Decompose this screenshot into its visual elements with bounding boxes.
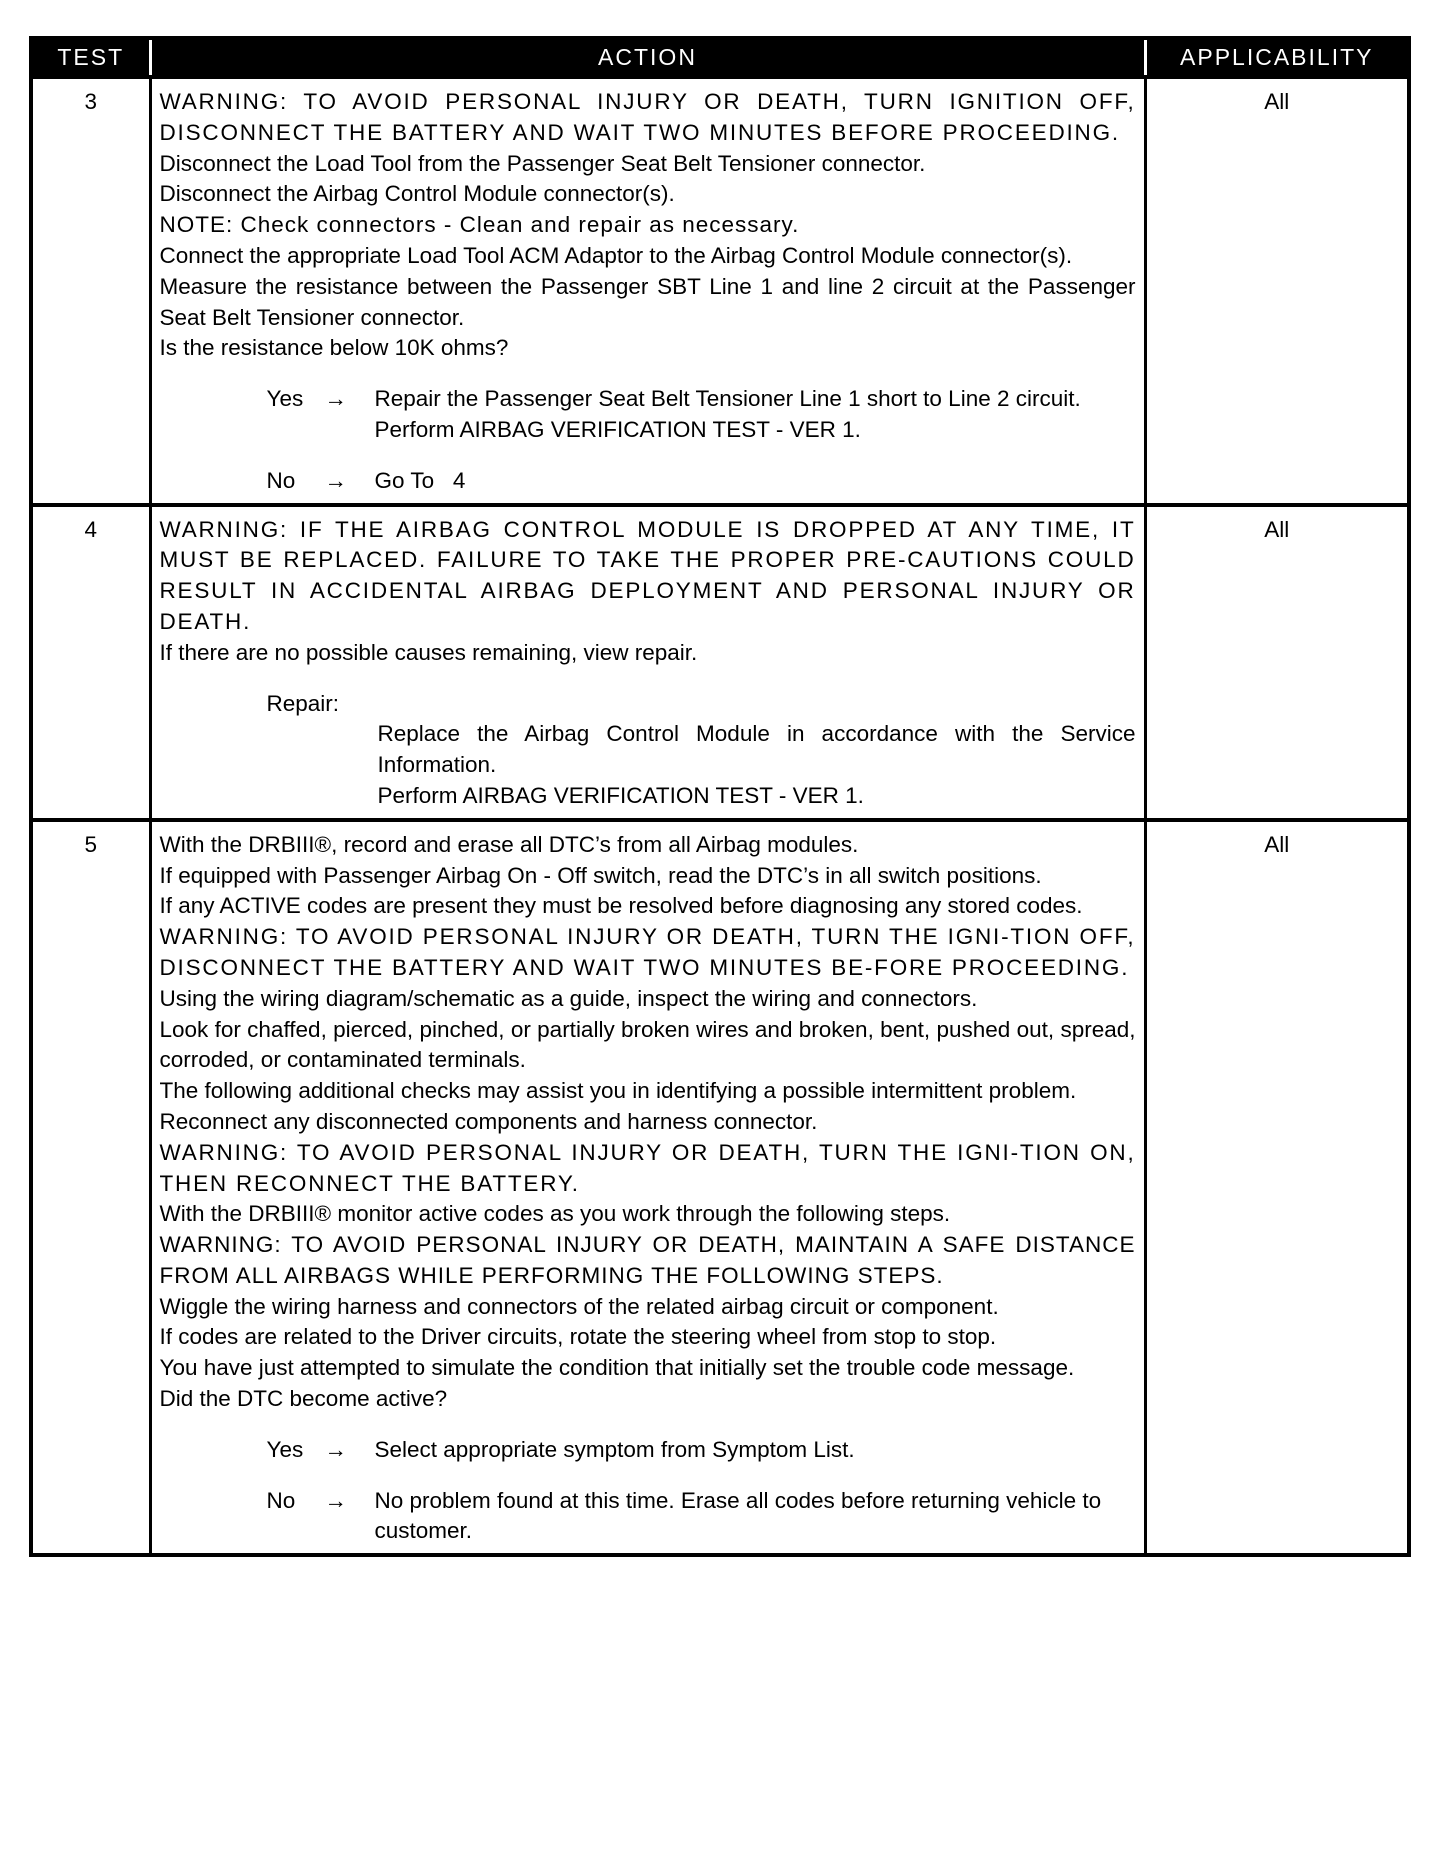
- table-row: [31, 820, 1409, 1556]
- action-line: Disconnect the Airbag Control Module connector(s).: [159, 181, 675, 207]
- note-text: NOTE: Check connectors - Clean and repair as necessary.: [159, 212, 800, 238]
- branch-no: [267, 1486, 1136, 1548]
- action-line: Look for chaffed, pierced, pinched, or partially broken wires and broken, bent, pushed out, spread, corroded, or contaminated terminals.: [159, 1016, 1136, 1073]
- header-applicability: APPLICABILITY: [1145, 38, 1409, 77]
- applicability-value: All: [1145, 77, 1409, 505]
- action-line: Measure the resistance between the Passenger SBT Line 1 and line 2 circuit at the Passenger Seat Belt Tensioner connector.: [159, 273, 1136, 330]
- branch-line: Go To 4: [374, 467, 466, 493]
- test-number: 4: [31, 505, 150, 820]
- warning-text: WARNING: IF THE AIRBAG CONTROL MODULE IS DROPPED AT ANY TIME, IT MUST BE REPLACED. FAILURE TO TAKE THE PROPER PRE-CAUTIONS COULD RESULT IN ACCIDENTAL AIRBAG DEPLOYMENT AND PERSONAL INJURY OR DEATH.: [159, 516, 1136, 634]
- action-line: The following additional checks may assist you in identifying a possible intermittent problem.: [159, 1078, 1077, 1104]
- action-line: If there are no possible causes remaining, view repair.: [159, 639, 698, 665]
- branch-text: [375, 466, 1136, 497]
- diagnostic-test-table: [29, 36, 1411, 1557]
- branch-label: Yes: [266, 386, 304, 412]
- action-line: Wiggle the wiring harness and connectors of the related airbag circuit or component.: [159, 1293, 999, 1319]
- branch-label: Yes: [266, 1436, 304, 1462]
- arrow-right-icon: →: [324, 1436, 347, 1462]
- branch-text: [375, 1435, 1136, 1466]
- action-line: With the DRBIII® monitor active codes as you work through the following steps.: [159, 1201, 951, 1227]
- action-line: If codes are related to the Driver circuits, rotate the steering wheel from stop to stop.: [159, 1324, 997, 1350]
- header-test: TEST: [31, 38, 150, 77]
- action-line: Reconnect any disconnected components and harness connector.: [159, 1108, 818, 1134]
- arrow-right-icon: →: [324, 386, 347, 412]
- action-cell: [150, 505, 1145, 820]
- applicability-value: All: [1145, 820, 1409, 1556]
- warning-text: WARNING: TO AVOID PERSONAL INJURY OR DEATH, MAINTAIN A SAFE DISTANCE FROM ALL AIRBAGS WHILE PERFORMING THE FOLLOWING STEPS.: [159, 1232, 1136, 1288]
- branch-line: Repair the Passenger Seat Belt Tensioner Line 1 short to Line 2 circuit.: [374, 386, 1081, 412]
- arrow-right-icon: →: [324, 1487, 347, 1513]
- branch-yes: [267, 384, 1136, 446]
- table-row: [31, 505, 1409, 820]
- question-text: Did the DTC become active?: [159, 1386, 448, 1412]
- action-line: You have just attempted to simulate the condition that initially set the trouble code message.: [159, 1355, 1075, 1381]
- branch-line: Perform AIRBAG VERIFICATION TEST - VER 1.: [374, 416, 861, 442]
- repair-line: Perform AIRBAG VERIFICATION TEST - VER 1.: [377, 782, 864, 808]
- header-action: ACTION: [150, 38, 1145, 77]
- action-line: Connect the appropriate Load Tool ACM Adaptor to the Airbag Control Module connector(s).: [159, 242, 1073, 268]
- branch-line: No problem found at this time. Erase all codes before returning vehicle to customer.: [374, 1487, 1102, 1544]
- table-row: [31, 77, 1409, 505]
- action-line: If equipped with Passenger Airbag On - Off switch, read the DTC’s in all switch positions.: [159, 862, 1042, 888]
- repair-body: [378, 719, 1136, 811]
- branch-text: [375, 384, 1136, 446]
- test-number: 3: [31, 77, 150, 505]
- branch-no: [267, 466, 1136, 497]
- warning-text: WARNING: TO AVOID PERSONAL INJURY OR DEATH, TURN THE IGNI-TION ON, THEN RECONNECT THE BATTERY.: [159, 1139, 1136, 1196]
- arrow-right-icon: →: [324, 467, 347, 493]
- action-cell: [150, 77, 1145, 505]
- action-line: Using the wiring diagram/schematic as a guide, inspect the wiring and connectors.: [159, 985, 978, 1011]
- branch-label: No: [266, 467, 296, 493]
- repair-label: Repair:: [266, 690, 340, 716]
- action-cell: [150, 820, 1145, 1556]
- question-text: Is the resistance below 10K ohms?: [159, 335, 509, 361]
- action-line: Disconnect the Load Tool from the Passenger Seat Belt Tensioner connector.: [159, 150, 926, 176]
- warning-text: WARNING: TO AVOID PERSONAL INJURY OR DEATH, TURN IGNITION OFF, DISCONNECT THE BATTERY AND WAIT TWO MINUTES BEFORE PROCEEDING.: [159, 89, 1136, 145]
- test-number: 5: [31, 820, 150, 1556]
- warning-text: WARNING: TO AVOID PERSONAL INJURY OR DEATH, TURN THE IGNI-TION OFF, DISCONNECT THE BATTERY AND WAIT TWO MINUTES BE-FORE PROCEEDING.: [159, 924, 1136, 980]
- action-line: If any ACTIVE codes are present they must be resolved before diagnosing any stored codes.: [159, 893, 1083, 919]
- applicability-value: All: [1145, 505, 1409, 820]
- branch-yes: [267, 1435, 1136, 1466]
- repair-line: Replace the Airbag Control Module in accordance with the Service Information.: [377, 721, 1136, 778]
- action-line: With the DRBIII®, record and erase all DTC’s from all Airbag modules.: [159, 831, 859, 857]
- branch-text: [375, 1486, 1136, 1548]
- branch-label: No: [266, 1487, 296, 1513]
- branch-line: Select appropriate symptom from Symptom List.: [374, 1436, 855, 1462]
- table-header-row: [31, 38, 1409, 77]
